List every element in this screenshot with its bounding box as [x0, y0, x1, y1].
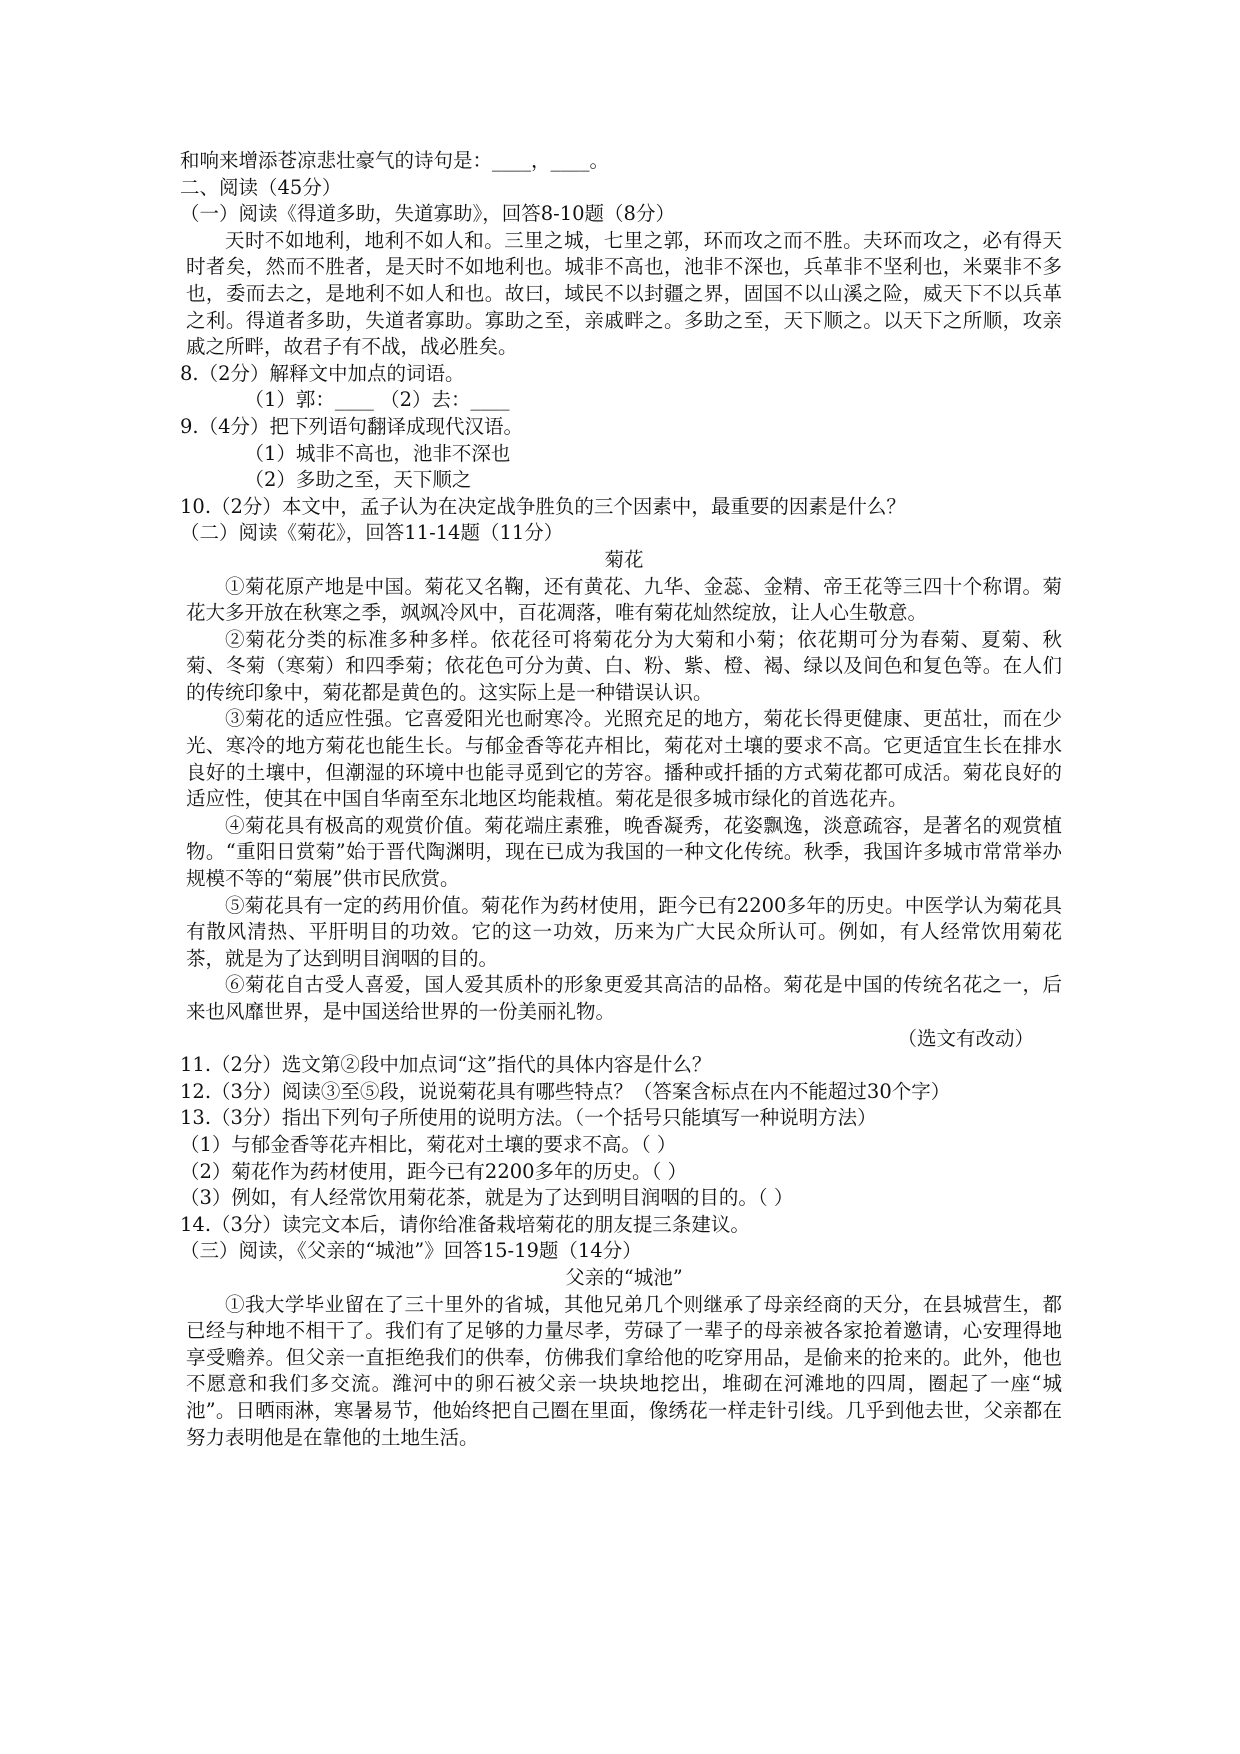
- article-paragraph: ①我大学毕业留在了三十里外的省城，其他兄弟几个则继承了母亲经商的天分，在县城营生，都已经与种地不相干了。我们有了足够的力量尽孝，劳碌了一辈子的母亲被各家抢着邀请，心安理得地享受赡养。但父亲一直拒绝我们的供奉，仿佛我们拿给他的吃穿用品，是偷来的抢来的。此外，他也不愿意和我们多交流。潍河中的卵石被父亲一块块地挖出，堆砌在河滩地的四周，圈起了一座“城池”。日晒雨淋，寒暑易节，他始终把自己圈在里面，像绣花一样走针引线。几乎到他去世，父亲都在努力表明他是在靠他的土地生活。: [186, 1292, 1062, 1449]
- question-9-item-2: （2）多助之至，天下顺之: [244, 468, 472, 492]
- article-paragraph: ①菊花原产地是中国。菊花又名鞠，还有黄花、九华、金蕊、金精、帝王花等三四十个称谓。菊花大多开放在秋寒之季，飒飒冷风中，百花凋落，唯有菊花灿然绽放，让人心生敬意。: [186, 574, 1062, 625]
- subsection-heading: （一）阅读《得道多助，失道寡助》，回答8-10题（8分）: [180, 202, 675, 226]
- question-13-item-2: （2）菊花作为药材使用，距今已有2200多年的历史。（ ）: [180, 1159, 687, 1183]
- question-13: 13.（3分）指出下列句子所使用的说明方法。（一个括号只能填写一种说明方法）: [180, 1106, 877, 1130]
- question-10: 10.（2分）本文中，孟子认为在决定战争胜负的三个因素中，最重要的因素是什么？: [180, 494, 906, 518]
- question-13-item-3: （3）例如，有人经常饮用菊花茶，就是为了达到明目润咽的目的。（ ）: [180, 1186, 794, 1210]
- question-9-item-1: （1）城非不高也，池非不深也: [244, 441, 511, 465]
- question-12: 12.（3分）阅读③至⑤段，说说菊花具有哪些特点？（答案含标点在内不能超过30个字）: [180, 1079, 951, 1103]
- question-8-blanks: （1）郭：____ （2）去：____: [244, 388, 510, 412]
- article-title: 菊花: [604, 547, 644, 571]
- classical-passage: 天时不如地利，地利不如人和。三里之城，七里之郭，环而攻之而不胜。夫环而攻之，必有得天时者矣，然而不胜者，是天时不如地利也。城非不高也，池非不深也，兵革非不坚利也，米粟非不多也，委而去之，是地利不如人和也。故曰，域民不以封疆之界，固国不以山溪之险，威天下不以兵革之利。得道者多助，失道者寡助。寡助之至，亲戚畔之。多助之至，天下顺之。以天下之所顺，攻亲戚之所畔，故君子有不战，战必胜矣。: [186, 228, 1062, 359]
- subsection-heading: （三）阅读，《父亲的“城池”》回答15-19题（14分）: [180, 1239, 642, 1263]
- article-paragraph: ⑤菊花具有一定的药用价值。菊花作为药材使用，距今已有2200多年的历史。中医学认为菊花具有散风清热、平肝明目的功效。它的这一功效，历来为广大民众所认可。例如，有人经常饮用菊花茶，就是为了达到明目润咽的目的。: [186, 893, 1062, 970]
- section-heading: 二、阅读（45分）: [180, 175, 342, 199]
- question-14: 14.（3分）读完文本后，请你给准备栽培菊花的朋友提三条建议。: [180, 1212, 750, 1236]
- article-paragraph: ⑥菊花自古受人喜爱，国人爱其质朴的形象更爱其高洁的品格。菊花是中国的传统名花之一，后来也风靡世界，是中国送给世界的一份美丽礼物。: [186, 973, 1062, 1023]
- question-11: 11.（2分）选文第②段中加点词“这”指代的具体内容是什么？: [180, 1053, 712, 1077]
- article-title: 父亲的“城池”: [565, 1265, 683, 1289]
- subsection-heading: （二）阅读《菊花》，回答11-14题（11分）: [180, 521, 564, 545]
- source-note: （选文有改动）: [897, 1026, 1034, 1050]
- article-paragraph: ②菊花分类的标准多种多样。依花径可将菊花分为大菊和小菊；依花期可分为春菊、夏菊、秋菊、冬菊（寒菊）和四季菊；依花色可分为黄、白、粉、紫、橙、褐、绿以及间色和复色等。在人们的传统印象中，菊花都是黄色的。这实际上是一种错误认识。: [186, 627, 1062, 704]
- question-9: 9.（4分）把下列语句翻译成现代汉语。: [180, 414, 524, 438]
- question-8: 8.（2分）解释文中加点的词语。: [180, 361, 465, 385]
- text-line: 和响来增添苍凉悲壮豪气的诗句是：____，____。: [180, 149, 610, 172]
- article-paragraph: ④菊花具有极高的观赏价值。菊花端庄素雅，晚香凝秀，花姿飘逸，淡意疏容，是著名的观赏植物。“重阳日赏菊”始于晋代陶渊明，现在已成为我国的一种文化传统。秋季，我国许多城市常常举办规模不等的“菊展”供市民欣赏。: [186, 813, 1062, 891]
- exam-page: [180, 148, 1062, 1451]
- article-paragraph: ③菊花的适应性强。它喜爱阳光也耐寒冷。光照充足的地方，菊花长得更健康、更茁壮，而在少光、寒冷的地方菊花也能生长。与郁金香等花卉相比，菊花对土壤的要求不高。它更适宜生长在排水良好的土壤中，但潮湿的环境中也能寻觅到它的芳容。播种或扦插的方式菊花都可成活。菊花良好的适应性，使其在中国自华南至东北地区均能栽植。菊花是很多城市绿化的首选花卉。: [186, 707, 1062, 811]
- question-13-item-1: （1）与郁金香等花卉相比，菊花对土壤的要求不高。（ ）: [180, 1132, 677, 1156]
